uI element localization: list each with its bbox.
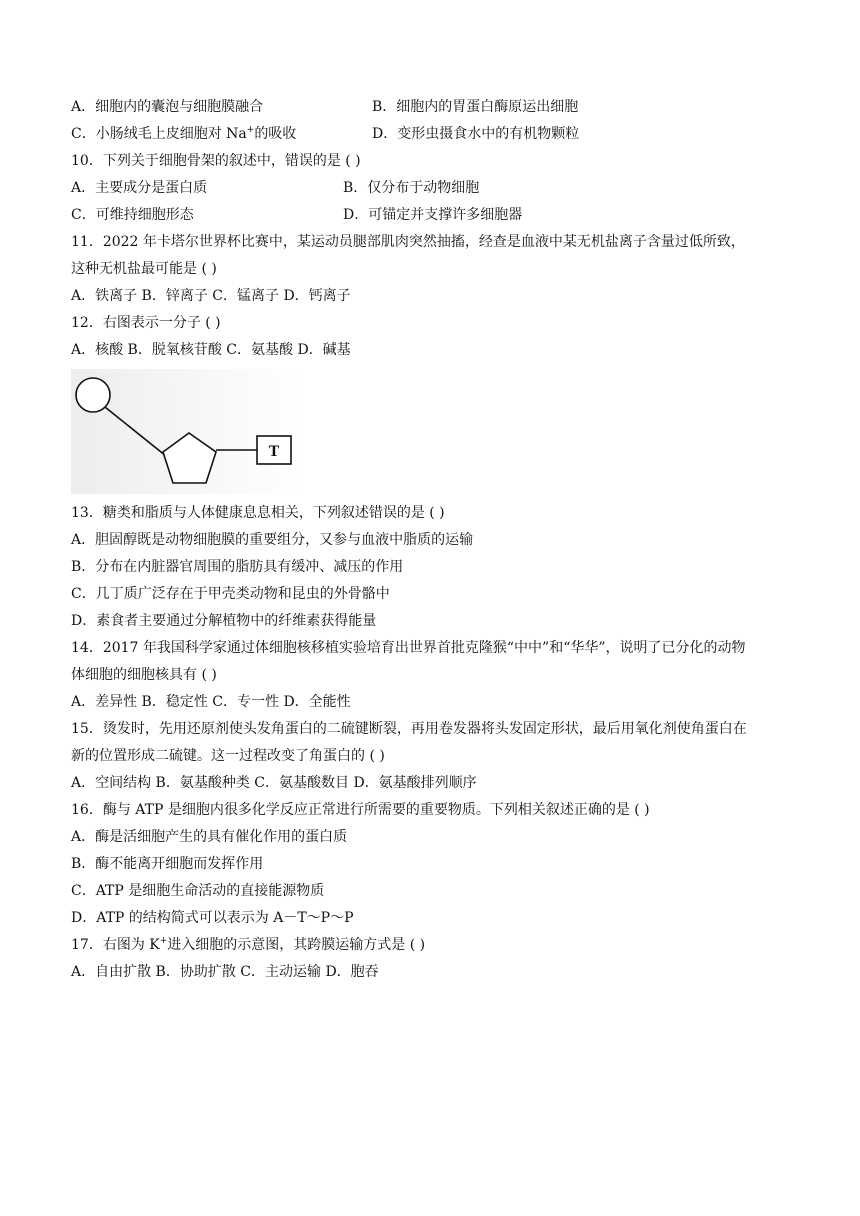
q12-options: A．核酸 B．脱氧核苷酸 C．氨基酸 D．碱基 <box>71 342 351 358</box>
q10-option-a: A．主要成分是蛋白质 <box>71 180 208 196</box>
q9-option-a: A．细胞内的囊泡与细胞膜融合 <box>71 99 264 115</box>
q13-option-a: A．胆固醇既是动物细胞膜的重要组分，又参与血液中脂质的运输 <box>71 532 474 548</box>
q13-option-b: B．分布在内脏器官周围的脂肪具有缓冲、减压的作用 <box>71 559 404 575</box>
q10-option-c: C．可维持细胞形态 <box>71 207 194 223</box>
q13-option-d: D．素食者主要通过分解植物中的纤维素获得能量 <box>71 613 377 629</box>
q14-stem-line1: 14．2017 年我国科学家通过体细胞核移植实验培育出世界首批克隆猴“中中”和“华华”，说明了已分化的动物 <box>71 640 746 656</box>
q11-stem-line1: 11．2022 年卡塔尔世界杯比赛中，某运动员腿部肌肉突然抽搐，经查是血液中某无机盐离子含量过低所致， <box>71 234 745 250</box>
q16-option-d: D．ATP 的结构简式可以表示为 A－T～P～P <box>71 910 354 926</box>
q15-stem-line1: 15．烫发时，先用还原剂使头发角蛋白的二硫键断裂，再用卷发器将头发固定形状，最后用氧化剂使角蛋白在 <box>71 721 747 737</box>
q9-option-c-text: C．小肠绒毛上皮细胞对 Na <box>71 126 247 142</box>
q9-option-c <box>71 124 296 144</box>
q17-stem-sup: + <box>159 936 168 946</box>
q11-stem-line2: 这种无机盐最可能是 ( ) <box>71 261 217 277</box>
q10-option-d: D．可锚定并支撑许多细胞器 <box>343 207 523 223</box>
q11-options: A．铁离子 B．锌离子 C．锰离子 D．钙离子 <box>71 288 351 304</box>
q17-stem-text: 17．右图为 K <box>71 937 160 953</box>
q16-option-b: B．酶不能离开细胞而发挥作用 <box>71 856 264 872</box>
q16-option-a: A．酶是活细胞产生的具有催化作用的蛋白质 <box>71 829 348 845</box>
base-label: T <box>268 443 280 460</box>
q16-stem: 16．酶与 ATP 是细胞内很多化学反应正常进行所需要的重要物质。下列相关叙述正确的是 ( ) <box>71 802 650 818</box>
q14-stem-line2: 体细胞的细胞核具有 ( ) <box>71 667 217 683</box>
nucleotide-figure <box>71 369 303 494</box>
q10-option-b: B．仅分布于动物细胞 <box>343 180 480 196</box>
q17-stem <box>71 935 425 955</box>
q14-options: A．差异性 B．稳定性 C．专一性 D．全能性 <box>71 694 351 710</box>
q13-stem: 13．糖类和脂质与人体健康息息相关，下列叙述错误的是 ( ) <box>71 505 445 521</box>
q15-options: A．空间结构 B．氨基酸种类 C．氨基酸数目 D．氨基酸排列顺序 <box>71 775 477 791</box>
q10-stem: 10．下列关于细胞骨架的叙述中，错误的是 ( ) <box>71 153 361 169</box>
q9-option-d: D．变形虫摄食水中的有机物颗粒 <box>372 126 580 142</box>
q17-stem-tail: 进入细胞的示意图，其跨膜运输方式是 ( ) <box>167 937 426 953</box>
q9-option-c-sup: + <box>246 125 255 135</box>
q9-option-b: B．细胞内的胃蛋白酶原运出细胞 <box>372 99 579 115</box>
q15-stem-line2: 新的位置形成二硫键。这一过程改变了角蛋白的 ( ) <box>71 748 385 764</box>
q13-option-c: C．几丁质广泛存在于甲壳类动物和昆虫的外骨骼中 <box>71 586 390 602</box>
q17-options: A．自由扩散 B．协助扩散 C．主动运输 D．胞吞 <box>71 964 379 980</box>
q9-option-c-tail: 的吸收 <box>254 126 297 142</box>
q12-stem: 12．右图表示一分子 ( ) <box>71 315 221 331</box>
q16-option-c: C．ATP 是细胞生命活动的直接能源物质 <box>71 883 325 899</box>
phosphate-circle <box>76 378 110 412</box>
